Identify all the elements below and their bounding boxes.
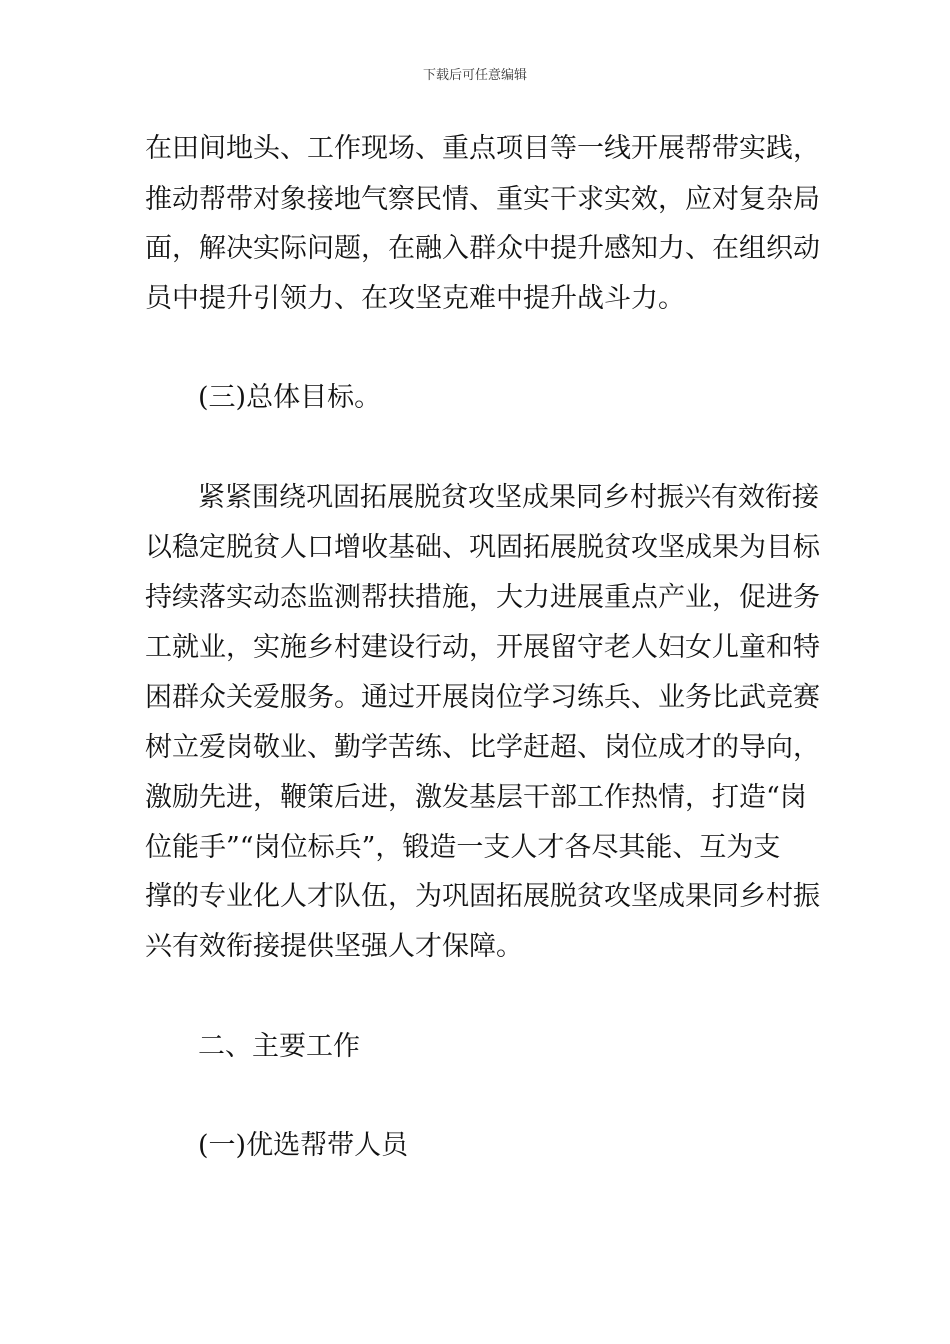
text-line: 困群众关爱服务。通过开展岗位学习练兵、业务比武竞赛	[145, 682, 820, 713]
text-line: 激励先进，鞭策后进，激发基层干部工作热情，打造“岗	[145, 782, 807, 813]
text-line: 位能手”“岗位标兵”，锻造一支人才各尽其能、互为支	[145, 832, 781, 863]
text-line: 持续落实动态监测帮扶措施，大力进展重点产业，促进务	[145, 582, 820, 613]
text-line: 兴有效衔接提供坚强人才保障。	[145, 931, 523, 962]
section-heading-main-work: 二、主要工作	[198, 1031, 360, 1062]
text-line: 面，解决实际问题，在融入群众中提升感知力、在组织动	[145, 233, 820, 264]
text-line: 工就业，实施乡村建设行动，开展留守老人妇女儿童和特	[145, 632, 820, 663]
text-line: 撑的专业化人才队伍，为巩固拓展脱贫攻坚成果同乡村振	[145, 881, 820, 912]
text-line: 员中提升引领力、在攻坚克难中提升战斗力。	[145, 283, 685, 314]
heading-overall-goal: (三)总体目标。	[198, 382, 382, 413]
page-header-note: 下载后可任意编辑	[422, 68, 527, 83]
text-line: 以稳定脱贫人口增收基础、巩固拓展脱贫攻坚成果为目标	[145, 532, 820, 563]
text-line: 推动帮带对象接地气察民情、重实干求实效，应对复杂局	[145, 184, 820, 215]
text-line: 树立爱岗敬业、勤学苦练、比学赶超、岗位成才的导向，	[145, 732, 820, 763]
text-line: 紧紧围绕巩固拓展脱贫攻坚成果同乡村振兴有效衔接	[198, 482, 819, 513]
text-line: 在田间地头、工作现场、重点项目等一线开展帮带实践，	[145, 133, 820, 164]
subheading-select-mentors: (一)优选帮带人员	[198, 1130, 409, 1161]
